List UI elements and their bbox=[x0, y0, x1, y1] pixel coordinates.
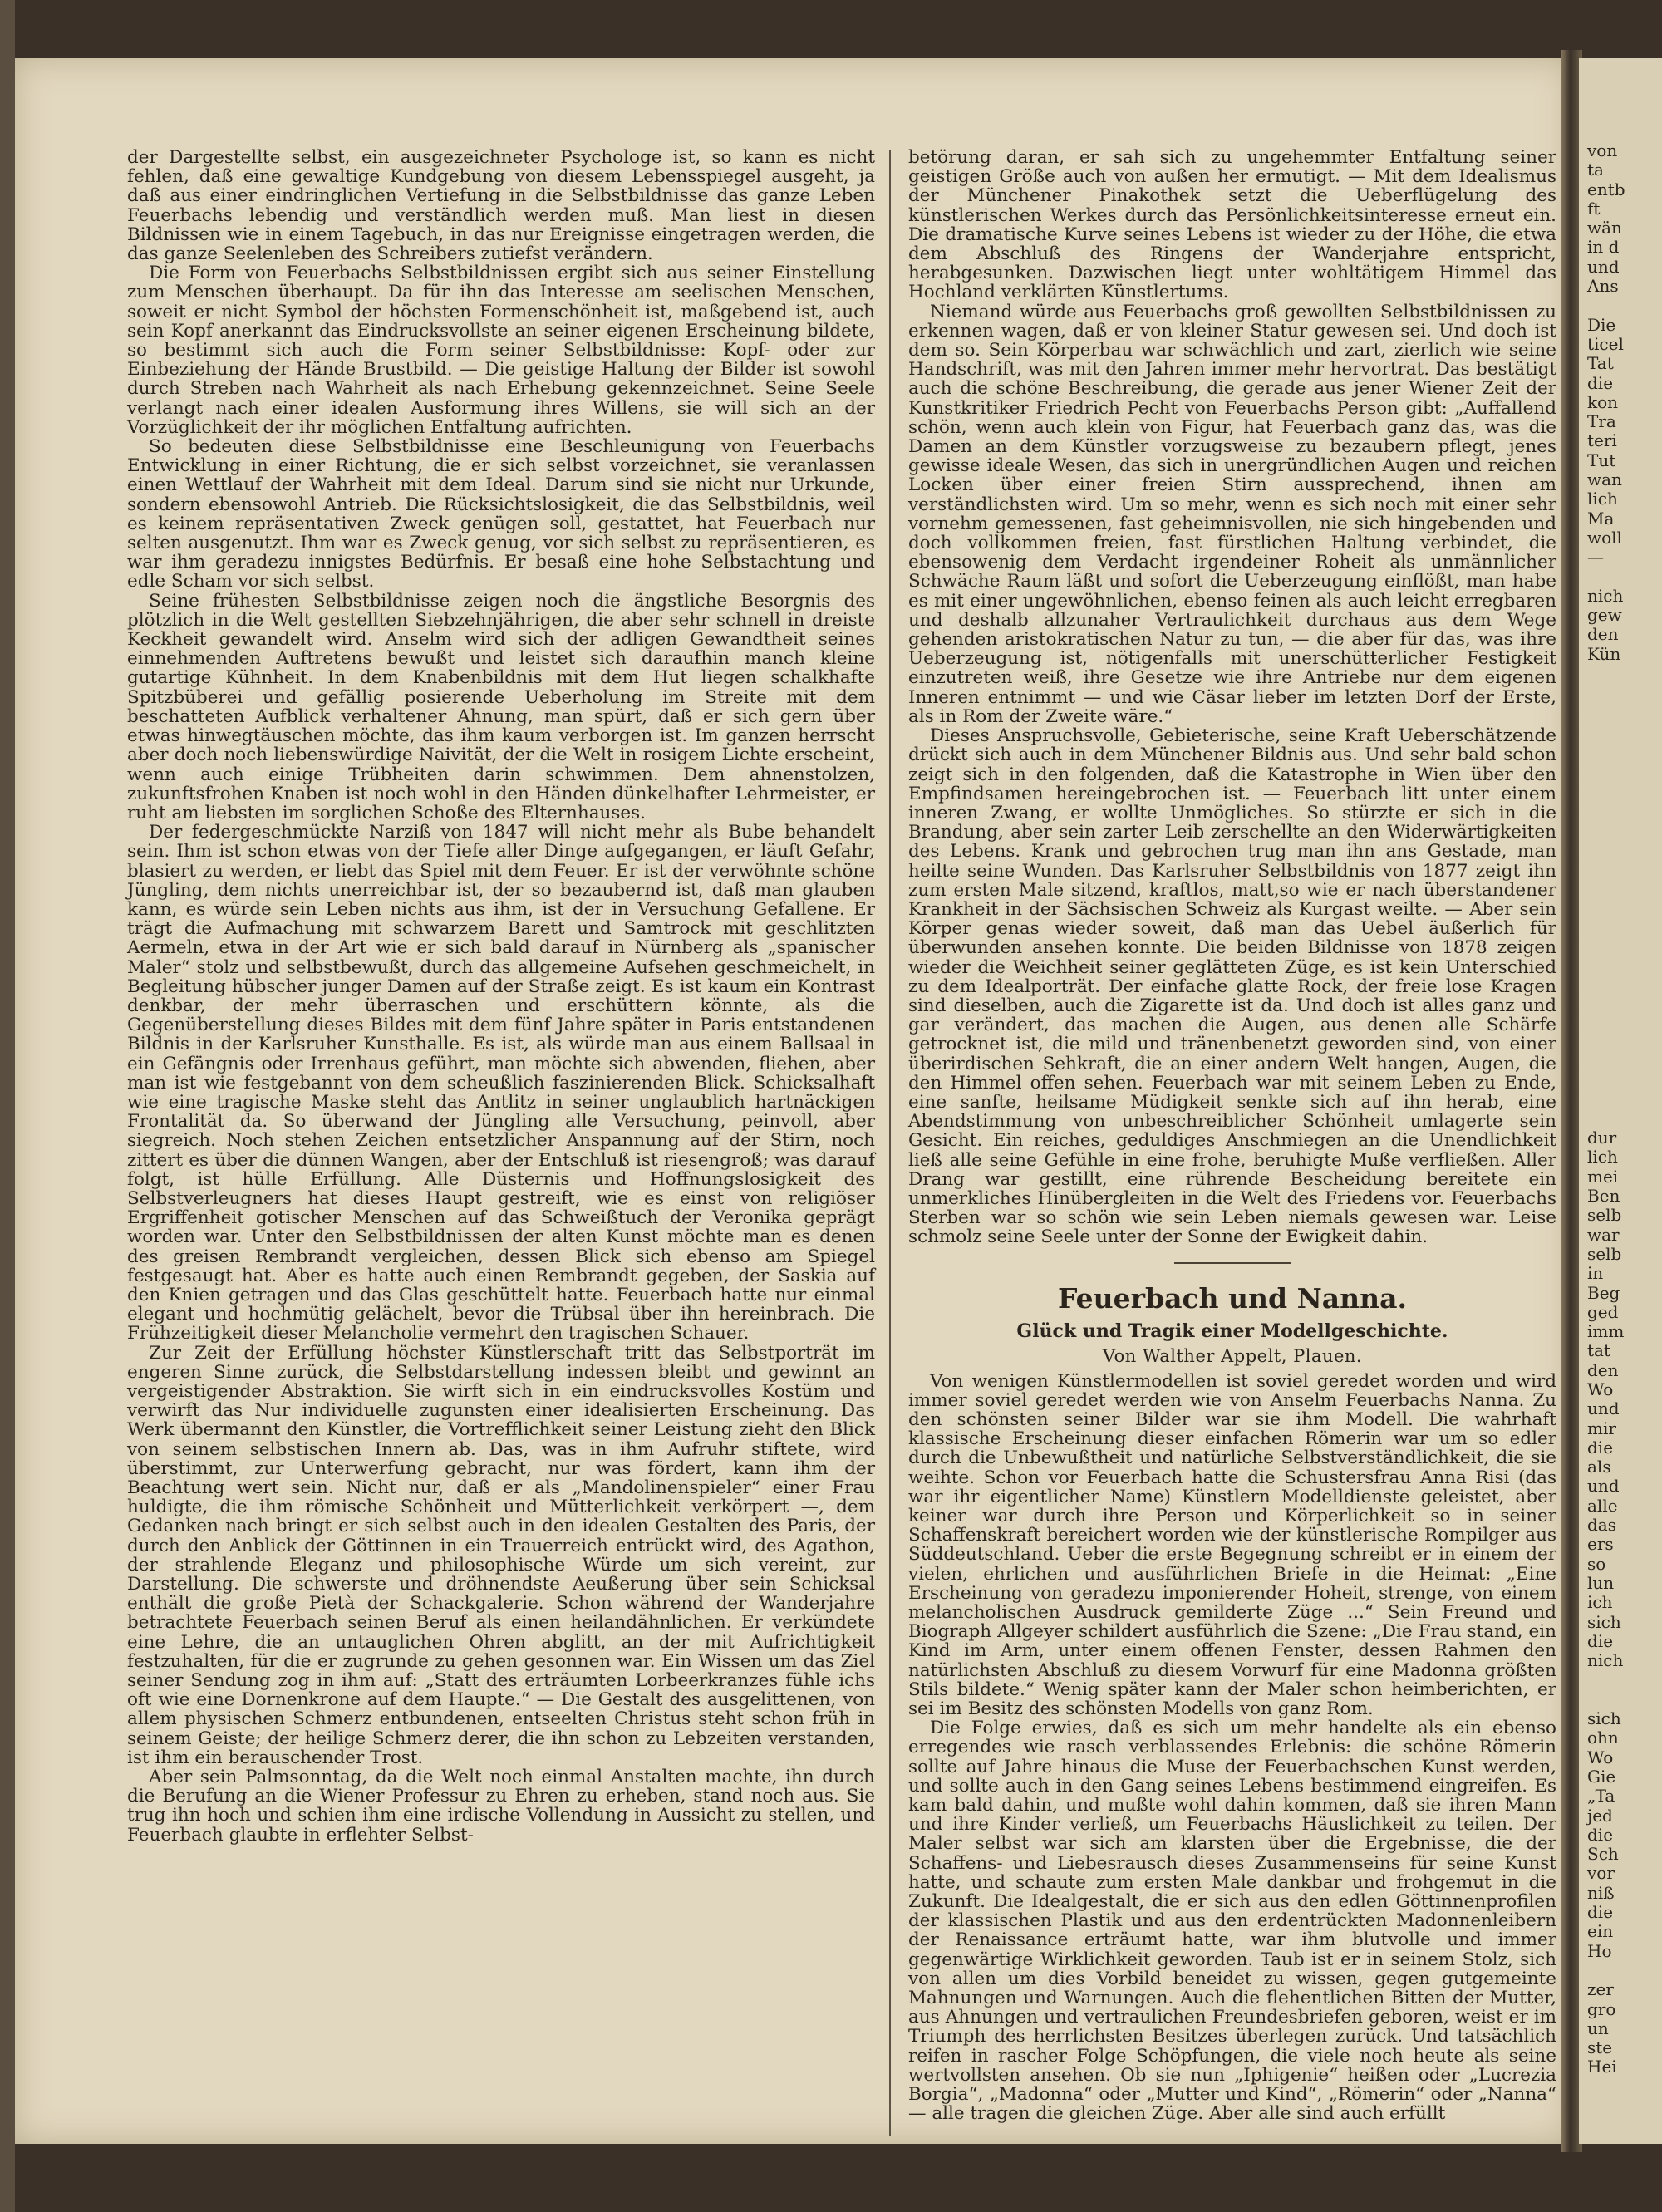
fragment-line: ft bbox=[1587, 198, 1601, 219]
fragment-line: sich bbox=[1587, 1708, 1621, 1729]
fragment-line: lun bbox=[1587, 1572, 1615, 1593]
adjacent-page-edge bbox=[1579, 58, 1662, 2144]
fragment-line: kon bbox=[1587, 391, 1619, 412]
scan-edge bbox=[0, 0, 15, 2212]
fragment-line: jed bbox=[1587, 1805, 1613, 1826]
fragment-line: teri bbox=[1587, 430, 1617, 451]
fragment-line bbox=[1587, 1051, 1662, 1070]
fragment-line: war bbox=[1587, 1224, 1620, 1245]
fragment-line: Ma bbox=[1587, 508, 1615, 528]
fragment-line: lich bbox=[1587, 489, 1618, 509]
fragment-line: imm bbox=[1587, 1321, 1625, 1342]
fragment-line: den bbox=[1587, 624, 1619, 645]
left-column bbox=[127, 148, 875, 1845]
fragment-line bbox=[1587, 799, 1662, 818]
fragment-line: dur bbox=[1587, 1128, 1617, 1148]
fragment-line: Hei bbox=[1587, 2057, 1617, 2077]
paragraph: Zur Zeit der Erfüllung höchster Künstlerschaft tritt das Selbstporträt im engeren Sinne zurück, die Selbstdarstellung indessen bleibt und gewinnt an vergeistigender Abstraktion. Sie wirft sich in ein eindrucksvolles Kostüm und verwirft das Nur individuelle zugunsten einer idealisierten Erscheinung. Das Werk übermannt den Künstler, die Vortrefflichkeit seiner Leistung zieht den Blick von seinem selbstischen Innern ab. Das, was in ihm Aufruhr stiftete, wird überstimmt, zur Unterwerfung gebracht, nur was fördert, kann ihm der Beachtung wert sein. Nicht nur, daß er als „Mandolinenspieler“ einer Frau huldigte, die ihm römische Schönheit und Mütterlichkeit verkörpert —, dem Gedanken nach bringt er sich selbst auch in den idealen Gestalten des Paris, der durch den Anblick der Göttinnen in ein Trauerreich entrückt wird, des Agathon, der strahlende Eleganz und philosophische Würde um sich vereint, zur Darstellung. Die schwerste und dröhnendste Aeußerung über sein Schicksal enthält die große Pietà der Schackgalerie. Schon während der Wanderjahre betrachtete Feuerbach seinen Beruf als einen heilandähnlichen. Er verkündete eine Lehre, die an untauglichen Ohren abglitt, an der mit Aufrichtigkeit festzuhalten, für die er zugrunde zu gehen gesonnen war. Ein Wissen um das Ziel seiner Sendung zog in ihm auf: „Statt des erträumten Lorbeerkranzes fühle ichs oft wie eine Dornenkrone auf dem Haupte.“ — Die Gestalt des ausgelittenen, von allem physischen Schmerz entbundenen, entseelten Christus steht schon früh in seinem Geiste; der heilige Schmerz derer, die ihn schon zu Lebzeiten verstanden, ist ihm ein berauschender Trost. bbox=[127, 1342, 875, 1768]
fragment-line: in bbox=[1587, 1263, 1604, 1284]
paragraph: Von wenigen Künstlermodellen ist soviel geredet worden und wird immer soviel geredet werden wie von Anselm Feuerbachs Nanna. Zu den schönsten seiner Bilder war sie ihm Modell. Die wahrhaft klassische Erscheinung dieser einfachen Römerin war um so edler durch die Unbewußtheit und natürliche Selbstverständlichkeit, die sie weihte. Schon vor Feuerbach hatte die Schustersfrau Anna Risi (das war ihr eigentlicher Name) Künstlern Modelldienste geleistet, aber keiner war durch ihre Person und Körperlichkeit so in seiner Schaffenskraft bereichert worden wie der künstlerische Rompilger aus Süddeutschland. Ueber die erste Begegnung schreibt er in einem der vielen, ehrlichen und ausführlichen Briefe in die Heimat: „Eine Erscheinung von geradezu imponierender Hoheit, strenge, von einem melancholischen Ausdruck gemilderte Züge ...“ Sein Freund und Biograph Allgeyer schildert ausführlich die Szene: „Die Frau stand, ein Kind im Arm, unter einem offenen Fenster, dessen Rahmen den natürlichsten Abschluß zu diesem Vorwurf für eine Madonna größten Stils bildete.“ Wenig später kann der Maler schon heimberichten, er sei im Besitz des schönsten Modells von ganz Rom. bbox=[908, 1370, 1556, 1720]
fragment-line bbox=[1587, 1090, 1662, 1109]
fragment-line: sich bbox=[1587, 1611, 1621, 1632]
paragraph: Seine frühesten Selbstbildnisse zeigen noch die ängstliche Besorgnis des plötzlich in die Welt gestellten Siebzehnjährigen, die aber sehr schnell in dreiste Keckheit gewandelt wird. Anselm wird sich der adligen Gewandtheit seines einnehmenden Auftretens bewußt und leistet sich daraufhin manch kleine gutartige Kühnheit. In dem Knabenbildnis mit dem Hut liegen schalkhafte Spitzbüberei und gefällig posierende Ueberholung im Streite mit dem beschatteten Aufblick verhaltener Ahnung, man spürt, daß er sich gern über etwas hinwegtäuschen möchte, das ihm kaum verborgen ist. Im ganzen herrscht aber doch noch liebenswürdige Naivität, der die Welt in rosigem Lichte erscheint, wenn auch einige Trübheiten darin schwimmen. Dem ahnenstolzen, zukunftsfrohen Knaben ist noch wohl in den Händen dünkelhafter Lehrmeister, er ruht am liebsten im sorglichen Schoße des Elternhauses. bbox=[127, 590, 875, 823]
fragment-line: niß bbox=[1587, 1882, 1615, 1903]
fragment-line: so bbox=[1587, 1553, 1606, 1574]
fragment-line: und bbox=[1587, 1398, 1620, 1419]
fragment-line: vor bbox=[1587, 1863, 1615, 1884]
article-byline: Von Walther Appelt, Plauen. bbox=[1102, 1345, 1363, 1366]
fragment-line: Wo bbox=[1587, 1747, 1614, 1767]
fragment-line: mei bbox=[1587, 1166, 1619, 1187]
fragment-line: selb bbox=[1587, 1243, 1622, 1264]
fragment-line: Die bbox=[1587, 314, 1616, 335]
paragraph: Niemand würde aus Feuerbachs groß gewollten Selbstbildnissen zu erkennen wagen, daß er von kleiner Statur gewesen sei. Und doch ist dem so. Sein Körperbau war schwächlich und zart, zierlich wie seine Handschrift, was mit den Jahren immer mehr hervortrat. Das bestätigt auch die schöne Beschreibung, die gerade aus jener Wiener Zeit der Kunstkritiker Friedrich Pecht von Feuerbachs Person gibt: „Auffallend schön, wenn auch klein von Figur, hat Feuerbach ganz das, was die Damen an dem Künstler vorzugsweise zu bezaubern pflegt, jenes gewisse ideale Wesen, das sich in unergründlichen Augen und reichen Locken über einer freien Stirn aussprechend, ihnen am verständlichsten wird. Um so mehr, wenn es sich noch mit einer sehr vornehm gemessenen, fast geheimnisvollen, nie sich hingebenden und doch vollkommen freien, fast fürstlichen Haltung verbindet, die ebensowenig dem Verdacht irgendeiner Roheit als unmännlicher Schwäche Raum läßt und sofort die Ueberzeugung einflößt, man habe es mit einer ungewöhnlichen, ebenso feinen als auch leicht erregbaren und deshalb allzunaher Vertraulichkeit durchaus aus dem Wege gehenden aristokratischen Natur zu tun, — die aber für das, was ihre Ueberzeugung ist, nötigenfalls mit unerschütterlicher Festigkeit einzutreten weiß, ihre Gesetze wie ihre Antriebe nur dem eigenen Inneren entnimmt — und wie Cäsar lieber im letzten Dorf der Erste, als in Rom der Zweite wäre.“ bbox=[908, 301, 1556, 727]
fragment-line: Beg bbox=[1587, 1282, 1620, 1303]
column-divider bbox=[889, 150, 891, 2136]
newspaper-page bbox=[15, 58, 1571, 2144]
fragment-line: selb bbox=[1587, 1205, 1622, 1226]
fragment-line: woll bbox=[1587, 527, 1622, 548]
fragment-line: gew bbox=[1587, 605, 1622, 626]
fragment-line: „Ta bbox=[1587, 1786, 1615, 1806]
fragment-line: den bbox=[1587, 1359, 1619, 1380]
fragment-line: ich bbox=[1587, 1592, 1613, 1613]
adjacent-page-fragments bbox=[1587, 141, 1662, 2077]
fragment-line: und bbox=[1587, 256, 1620, 277]
fragment-line: gro bbox=[1587, 1998, 1616, 2019]
fragment-line bbox=[1587, 974, 1662, 993]
fragment-line bbox=[1587, 897, 1662, 916]
fragment-line: die bbox=[1587, 372, 1614, 393]
fragment-line bbox=[1587, 1012, 1662, 1031]
fragment-line bbox=[1587, 993, 1662, 1012]
fragment-line bbox=[1587, 1109, 1662, 1128]
fragment-line: die bbox=[1587, 1824, 1614, 1845]
fragment-line: Sch bbox=[1587, 1844, 1619, 1865]
fragment-line: ste bbox=[1587, 2037, 1613, 2058]
fragment-line bbox=[1587, 780, 1662, 799]
fragment-line: in d bbox=[1587, 237, 1620, 258]
fragment-line: Ans bbox=[1587, 276, 1619, 297]
fragment-line: wan bbox=[1587, 469, 1622, 490]
fragment-line: ein bbox=[1587, 1921, 1614, 1942]
fragment-line: lich bbox=[1587, 1147, 1618, 1167]
article-subtitle: Glück und Tragik einer Modellgeschichte. bbox=[1016, 1320, 1448, 1342]
fragment-line bbox=[1587, 296, 1662, 315]
paragraph: So bedeuten diese Selbstbildnisse eine Beschleunigung von Feuerbachs Entwicklung in einer Richtung, die er sich selbst vorzeichnet, sie veranlassen einen Wettlauf der Wahrheit mit dem Ideal. Darum sind sie nicht nur Urkunde, sondern ebensowohl Antrieb. Die Rücksichtslosigkeit, die das Selbstbildnis, weil es keinem repräsentativen Zweck genügen soll, gestattet, hat Feuerbach nur selten ausgenutzt. Ihm war es Zweck genug, vor sich selbst zu repräsentieren, es war ihm geradezu innigstes Bedürfnis. Er besaß eine hohe Selbstachtung und edle Scham vor sich selbst. bbox=[127, 436, 875, 592]
fragment-line bbox=[1587, 1070, 1662, 1089]
fragment-line bbox=[1587, 664, 1662, 683]
fragment-line: Gie bbox=[1587, 1766, 1616, 1787]
fragment-line: Tut bbox=[1587, 450, 1616, 470]
fragment-line bbox=[1587, 722, 1662, 741]
paragraph: Die Folge erwies, daß es sich um mehr handelte als ein ebenso erregendes wie rasch verblassendes Erlebnis: die schöne Römerin sollte auf Jahre hinaus die Muse der Feuerbachschen Kunst werden, und sollte auch in den Gang seines Lebens bestimmend eingreifen. Es kam bald dahin, und mußte wohl dahin kommen, daß sie ihren Mann und ihre Kinder verließ, um Feuerbachs Häuslichkeit zu teilen. Der Maler selbst war sich am klarsten über die Ergebnisse, die der Schaffens- und Liebesrausch dieses Zusammenseins für seine Kunst hatte, und schaute zum ersten Male dankbar und frohgemut in die Zukunft. Die Idealgestalt, die er sich aus den edlen Göttinnenprofilen der klassischen Plastik und aus den erdentrückten Madonnenleibern der Renaissance erträumt hatte, war ihm blutvolle und immer gegenwärtige Wirklichkeit geworden. Taub ist er in seinem Stolz, sich von allen um dies Vorbild beneidet zu wissen, gegen gutgemeinte Mahnungen und Warnungen. Auch die flehentlichen Bitten der Mutter, aus Ahnungen und vertraulichen Freundesbriefen geboren, weist er im Triumph des herrlichsten Besitzes überlegen zurück. Und tatsächlich reifen in rascher Folge Schöpfungen, die viele noch heute als seine wertvollsten ansehen. Ob sie nun „Iphigenie“ heißen oder „Lucrezia Borgia“, „Madonna“ oder „Mutter und Kind“, „Römerin“ oder „Nanna“ — alle tragen die gleichen Züge. Aber alle sind auch erfüllt bbox=[908, 1718, 1556, 2125]
fragment-line: un bbox=[1587, 2018, 1609, 2038]
fragment-line: und bbox=[1587, 1476, 1620, 1497]
fragment-line bbox=[1587, 741, 1662, 760]
fragment-line: nich bbox=[1587, 1650, 1624, 1671]
fragment-line bbox=[1587, 1032, 1662, 1051]
fragment-line: Ho bbox=[1587, 1940, 1612, 1961]
fragment-line bbox=[1587, 916, 1662, 935]
fragment-line bbox=[1587, 1670, 1662, 1689]
paragraph: Die Form von Feuerbachs Selbstbildnissen ergibt sich aus seiner Einstellung zum Menschen überhaupt. Da für ihn das Interesse am seelischen Menschen, soweit er nicht Symbol der höchsten Formenschönheit ist, maßgebend ist, auch sein Kopf anerkannt das Eindrucksvollste an seiner eigenen Erscheinung bildete, so bestimmt sich auch die Form seiner Selbstbildnisse: Kopf- oder zur Einbeziehung der Hände Brustbild. — Die geistige Haltung der Bilder ist sowohl durch Streben nach Wahrheit als nach Erhebung gekennzeichnet. Seine Seele verlangt nach einer idealen Ausformung ihres Willens, sie will sich an der Vorzüglichkeit der ihr möglichen Entfaltung aufrichten. bbox=[127, 263, 875, 438]
fragment-line: Wo bbox=[1587, 1379, 1614, 1399]
article-divider bbox=[1174, 1262, 1291, 1264]
paragraph: betörung daran, er sah sich zu ungehemmter Entfaltung seiner geistigen Größe auch von außen her ermutigt. — Mit dem Idealismus der Münchener Pinakothek setzt die Ueberflügelung des künstlerischen Werkes durch das Persönlichkeitsinteresse erneut ein. Die dramatische Kurve seines Lebens ist wieder zu der Höhe, die etwa dem Abschluß des Ringens der Wanderjahre entspricht, herabgesunken. Dazwischen liegt unter wohltätigem Himmel das Hochland verklärten Künstlertums. bbox=[908, 147, 1556, 303]
fragment-line bbox=[1587, 877, 1662, 896]
fragment-line bbox=[1587, 838, 1662, 858]
fragment-line bbox=[1587, 935, 1662, 954]
paragraph: Dieses Anspruchsvolle, Gebieterische, seine Kraft Ueberschätzende drückt sich auch in dem Münchener Bildnis aus. Und sehr bald schon zeigt sich in den folgenden, daß die Katastrophe in Wien über den Empfindsamen hereingebrochen ist. — Feuerbach litt unter einem inneren Zwang, er wollte Unmögliches. So stürzte er sich in die Brandung, aber sein zarter Leib zerschellte an den Widerwärtigkeiten des Lebens. Krank und gebrochen trug man ihn ans Gestade, man heilte seine Wunden. Das Karlsruher Selbstbildnis von 1877 zeigt ihn zum ersten Male sitzend, kraftlos, matt,so wie er nach überstandener Krankheit in der Sächsischen Schweiz als Kurgast weilte. — Aber sein Körper genas wieder soweit, daß man das Uebel äußerlich für überwunden ansehen konnte. Die beiden Bildnisse von 1878 zeigen wieder die Weichheit seiner geglätteten Züge, es ist kein Unterschied zu dem Idealporträt. Der einfache glatte Rock, der freie lose Kragen sind dieselben, auch die Zigarette ist da. Und doch ist alles ganz und gar verändert, das machen die Augen, aus denen alle Schärfe getrocknet ist, die mild und tränenbenetzt geworden sind, von einer überirdischen Sehkraft, die an einer andern Welt hangen, Augen, die den Himmel offen sehen. Feuerbach war mit seinem Leben zu Ende, eine sanfte, heilsame Müdigkeit senkte sich auf ihn herab, eine Abendstimmung von unbeschreiblicher Schönheit umlagerte sein Gesicht. Ein reiches, geduldiges Anschmiegen an die Unendlichkeit ließ alle seine Gefühle in eine frohe, beruhigte Muße verfließen. Aller Drang war gestillt, eine rührende Bescheidung bereitete ein unmerkliches Hinübergleiten in die Welt des Friedens vor. Feuerbachs Sterben war so schön wie sein Leben niemals gewesen war. Leise schmolz seine Seele unter der Sonne der Ewigkeit dahin. bbox=[908, 725, 1556, 1248]
fragment-line: — bbox=[1587, 547, 1604, 568]
fragment-line: das bbox=[1587, 1515, 1616, 1536]
fragment-line bbox=[1587, 568, 1662, 587]
fragment-line: als bbox=[1587, 1457, 1611, 1477]
fragment-line bbox=[1587, 858, 1662, 877]
fragment-line bbox=[1587, 761, 1662, 780]
fragment-line bbox=[1587, 954, 1662, 973]
fragment-line: ticel bbox=[1587, 333, 1624, 354]
fragment-line: alle bbox=[1587, 1495, 1618, 1516]
right-column bbox=[908, 148, 1556, 2124]
fragment-line: Tat bbox=[1587, 353, 1614, 374]
fragment-line: tat bbox=[1587, 1340, 1610, 1361]
paragraph: Aber sein Palmsonntag, da die Welt noch einmal Anstalten machte, ihn durch die Berufung an die Wiener Professur zu Ehren zu erheben, stand noch aus. Sie trug ihn hoch und schien ihm eine irdische Vollendung in Aussicht zu stellen, und Feuerbach glaubte in erflehter Selbst- bbox=[127, 1767, 875, 1846]
fragment-line: ged bbox=[1587, 1301, 1619, 1322]
paragraph: Der federgeschmückte Narziß von 1847 will nicht mehr als Bube behandelt sein. Ihm ist schon etwas von der Tiefe aller Dinge aufgegangen, er läuft Gefahr, blasiert zu werden, er liebt das Spiel mit dem Feuer. Er ist der verwöhnte schöne Jüngling, dem nichts unerreichbar ist, der so bezaubernd ist, daß man glauben kann, es würde sein Leben nichts aus ihm, ist der in Versuchung Gefallene. Er trägt die Aufmachung mit schwarzem Barett und Samtrock mit geschlitzten Aermeln, etwa in der Art wie er sich bald darauf in Nürnberg als „spanischer Maler“ stolz und selbstbewußt, durch das allgemeine Aufsehen geschmeichelt, in Begleitung hübscher junger Damen auf der Straße zeigt. Es ist kaum ein Kontrast denkbar, der mehr überraschen und erschüttern könnte, als die Gegenüberstellung dieses Bildes mit dem fünf Jahre später in Paris entstandenen Bildnis in der Karlsruher Kunsthalle. Es ist, als würde man aus einem Ballsaal in ein Gefängnis oder Irrenhaus geführt, man möchte sich abwenden, fliehen, aber man ist wie festgebannt von dem scheußlich faszinierenden Blick. Schicksalhaft wie eine tragische Maske steht das Antlitz in seiner unglaublich hartnäckigen Frontalität da. So überwand der Jüngling alle Versuchung, peinvoll, aber siegreich. Noch stehen Zeichen entsetzlicher Anspannung auf der Stirn, noch zittert es über die dünnen Wangen, aber der Entschluß ist riesengroß; was darauf folgt, ist hülle Erfüllung. Alle Düsternis und Hoffnungslosigkeit des Selbstverleugners hat dieses Haupt gestreift, wie es einst von religiöser Ergriffenheit gotischer Menschen auf das Schweißtuch der Veronika geprägt worden war. Unter den Selbstbildnissen der alten Kunst möchte man es denen des greisen Rembrandt vergleichen, dessen Blick sich ebenso am Spiegel festgesaugt hat. Aber es hatte auch einen Rembrandt gegeben, der Saskia auf den Knien getragen und das Glas geschüttelt hatte. Feuerbach hatte nur einmal elegant und hochmütig gelächelt, bevor die Trübsal über ihn hereinbrach. Die Frühzeitigkeit dieser Melancholie vermehrt den tragischen Schauer. bbox=[127, 822, 875, 1344]
fragment-line: Ben bbox=[1587, 1186, 1620, 1207]
article-headline: Feuerbach und Nanna. bbox=[1058, 1281, 1407, 1315]
fragment-line: die bbox=[1587, 1437, 1614, 1457]
fragment-line: entb bbox=[1587, 179, 1625, 199]
fragment-line: ta bbox=[1587, 160, 1604, 180]
article-body bbox=[908, 1372, 1556, 2124]
fragment-line bbox=[1587, 1690, 1662, 1709]
fragment-line: nich bbox=[1587, 585, 1624, 606]
fragment-line: die bbox=[1587, 1630, 1614, 1651]
fragment-line bbox=[1587, 818, 1662, 838]
fragment-line: ohn bbox=[1587, 1728, 1619, 1748]
fragment-line bbox=[1587, 1961, 1662, 1980]
fragment-line: die bbox=[1587, 1902, 1614, 1923]
fragment-line: mir bbox=[1587, 1418, 1616, 1438]
fragment-line: ers bbox=[1587, 1534, 1614, 1555]
fragment-line: Kün bbox=[1587, 643, 1621, 664]
paragraph: der Dargestellte selbst, ein ausgezeichneter Psychologe ist, so kann es nicht fehlen, daß eine gewaltige Kundgebung von diesem Lebensspiegel ausgeht, ja daß aus einer eindringlichen Vertiefung in die Selbstbildnisse das ganze Leben Feuerbachs lebendig und verständlich werden muß. Man liest in diesen Bildnissen wie in einem Tagebuch, in das nur Ereignisse eingetragen werden, die das ganze Seelenleben des Schreibers zutiefst verändern. bbox=[127, 147, 875, 265]
fragment-line: Tra bbox=[1587, 411, 1616, 432]
fragment-line: zer bbox=[1587, 1979, 1614, 2000]
fragment-line bbox=[1587, 703, 1662, 722]
fragment-line: von bbox=[1587, 140, 1618, 160]
fragment-line bbox=[1587, 683, 1662, 702]
fragment-line: wän bbox=[1587, 218, 1622, 238]
